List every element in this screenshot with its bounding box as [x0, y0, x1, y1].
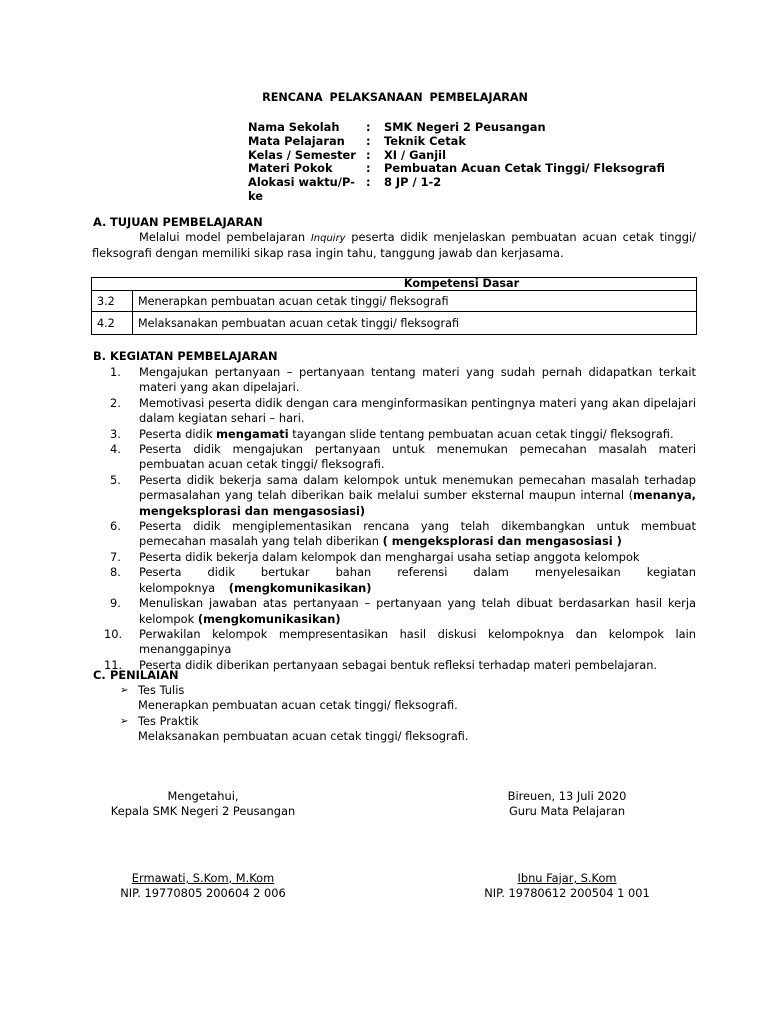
identity-row — [248, 135, 665, 149]
section-title: PENILAIAN — [110, 668, 179, 682]
table-header-row — [92, 278, 697, 291]
identity-colon: : — [366, 147, 371, 162]
step-number: 8. — [110, 565, 121, 580]
identity-value: Teknik Cetak — [384, 133, 466, 148]
signature-nip: NIP. 19770805 200604 2 006 — [120, 886, 286, 901]
section-b-heading — [93, 349, 278, 364]
section-number: B. — [93, 349, 107, 363]
list-item — [92, 396, 696, 427]
section-number: C. — [93, 668, 106, 682]
objective-paragraph — [92, 230, 696, 262]
step-text: Peserta didik mengajukan pertanyaan untuk menemukan pemecahan masalah materi pembuatan acuan cetak tinggi/ fleksografi. — [139, 442, 696, 472]
assessment-description: Menerapkan pembuatan acuan cetak tinggi/ fleksografi. — [138, 698, 458, 713]
step-text: Peserta didik mengiplementasikan rencana yang telah dikembangkan untuk membuat pemecahan masalah yang telah diberikan ( mengeksplorasi dan mengasosiasi ) — [139, 519, 696, 549]
step-text: Memotivasi peserta didik dengan cara menginformasikan pentingnya materi yang akan dipelajari dalam kegiatan sehari – hari. — [139, 395, 696, 426]
list-item — [92, 565, 696, 596]
signature-position: Kepala SMK Negeri 2 Peusangan — [110, 804, 296, 819]
list-item — [92, 473, 696, 519]
signature-name: Ibnu Fajar, S.Kom — [517, 870, 617, 885]
objective-text: Melalui model pembelajaran — [139, 230, 311, 244]
arrow-bullet-icon: ➢ — [120, 685, 129, 696]
identity-row — [248, 149, 665, 163]
identity-key: Mata Pelajaran — [248, 133, 345, 148]
list-item — [92, 442, 696, 473]
list-item — [92, 519, 696, 550]
step-text: Perwakilan kelompok mempresentasikan hasil diskusi kelompoknya dan kelompok lain menanggapinya — [139, 626, 696, 657]
table-row — [92, 291, 697, 312]
identity-colon: : — [366, 133, 371, 148]
objective-text-rest: peserta didik menjelaskan pembuatan acuan cetak tinggi/ fleksografi dengan memiliki sikap rasa ingin tahu, tanggung jawab dan kerjasama. — [92, 230, 696, 261]
step-text: Menuliskan jawaban atas pertanyaan – pertanyaan yang telah dibuat berdasarkan hasil kerja kelompok (mengkomunikasikan) — [139, 596, 696, 626]
arrow-bullet-icon: ➢ — [120, 715, 129, 727]
identity-row — [248, 162, 665, 176]
signature-name: Ermawati, S.Kom, M.Kom — [131, 870, 275, 885]
step-number: 2. — [110, 395, 121, 410]
assessment-label: Tes Tulis — [138, 683, 185, 697]
step-number: 3. — [110, 426, 121, 441]
identity-value: XI / Ganjil — [384, 147, 446, 162]
signature-date: Bireuen, 13 Juli 2020 — [507, 789, 627, 803]
signature-position: Guru Mata Pelajaran — [508, 804, 626, 819]
step-text: Peserta didik mengamati tayangan slide tentang pembuatan acuan cetak tinggi/ fleksografi. — [139, 426, 674, 441]
table-header: Kompetensi Dasar — [92, 278, 697, 291]
list-item — [92, 550, 696, 565]
step-number: 6. — [110, 519, 121, 534]
list-item — [92, 627, 696, 658]
step-text: Peserta didik diberikan pertanyaan sebagai bentuk refleksi terhadap materi pembelajaran. — [139, 657, 658, 672]
step-text: Mengajukan pertanyaan – pertanyaan tentang materi yang sudah pernah didapatkan terkait materi yang akan dipelajari. — [139, 365, 696, 395]
signature-nip: NIP. 19780612 200504 1 001 — [484, 886, 650, 901]
list-item — [120, 683, 468, 698]
section-title: TUJUAN PEMBELAJARAN — [110, 215, 263, 229]
section-a-heading — [93, 215, 263, 230]
kompetensi-dasar-table — [91, 277, 697, 335]
section-c-heading — [93, 668, 179, 683]
step-number: 11. — [104, 657, 123, 672]
kd-number: 3.2 — [92, 291, 133, 312]
list-item — [92, 658, 696, 673]
identity-block — [248, 120, 665, 203]
identity-key: Materi Pokok — [248, 161, 333, 176]
kd-text: Melaksanakan pembuatan acuan cetak tinggi/ fleksografi — [133, 312, 697, 335]
identity-key: Nama Sekolah — [248, 120, 340, 134]
step-number: 9. — [110, 596, 121, 611]
identity-key: Kelas / Semester — [248, 147, 356, 162]
section-title: KEGIATAN PEMBELAJARAN — [110, 349, 278, 363]
identity-key: Alokasi waktu/P-ke — [248, 175, 355, 203]
section-number: A. — [93, 215, 107, 229]
identity-row — [248, 175, 665, 203]
signature-right — [456, 789, 678, 902]
step-text: Peserta didik bertukar bahan referensi dalam menyelesaikan kegiatan kelompoknya (mengkomunikasikan) — [139, 565, 696, 595]
step-number: 7. — [110, 549, 121, 564]
list-item — [92, 365, 696, 396]
signature-greeting: Mengetahui, — [167, 789, 239, 803]
identity-value: SMK Negeri 2 Peusangan — [384, 120, 546, 134]
table-row — [92, 312, 697, 335]
identity-row — [248, 121, 665, 135]
identity-value: Pembuatan Acuan Cetak Tinggi/ Fleksografi — [384, 161, 665, 176]
objective-model-name: Inquiry — [310, 233, 346, 244]
list-item — [120, 714, 468, 729]
document-title: RENCANA PELAKSANAAN PEMBELAJARAN — [262, 91, 528, 104]
list-item — [92, 427, 696, 442]
identity-value: 8 JP / 1-2 — [384, 175, 442, 190]
assessment-description: Melaksanakan pembuatan acuan cetak tinggi/ fleksografi. — [138, 729, 469, 744]
identity-colon: : — [366, 175, 371, 190]
step-number: 1. — [110, 365, 121, 379]
step-number: 4. — [110, 442, 121, 457]
assessment-label: Tes Praktik — [138, 713, 199, 728]
signature-left — [92, 789, 314, 902]
identity-colon: : — [366, 120, 371, 134]
step-text: Peserta didik bekerja dalam kelompok dan menghargai usaha setiap anggota kelompok — [139, 549, 640, 564]
list-item — [92, 596, 696, 627]
learning-steps-list — [92, 365, 696, 673]
step-number: 5. — [110, 472, 121, 487]
assessment-list — [120, 683, 468, 745]
step-text: Peserta didik bekerja sama dalam kelompok untuk menemukan pemecahan masalah terhadap permasalahan yang telah diberikan baik melalui sumber eksternal maupun internal (menanya, mengeksplorasi dan mengasosiasi) — [139, 472, 696, 518]
identity-colon: : — [366, 161, 371, 176]
step-number: 10. — [104, 626, 123, 641]
kd-number: 4.2 — [92, 312, 133, 335]
kd-text: Menerapkan pembuatan acuan cetak tinggi/ fleksografi — [133, 291, 697, 312]
